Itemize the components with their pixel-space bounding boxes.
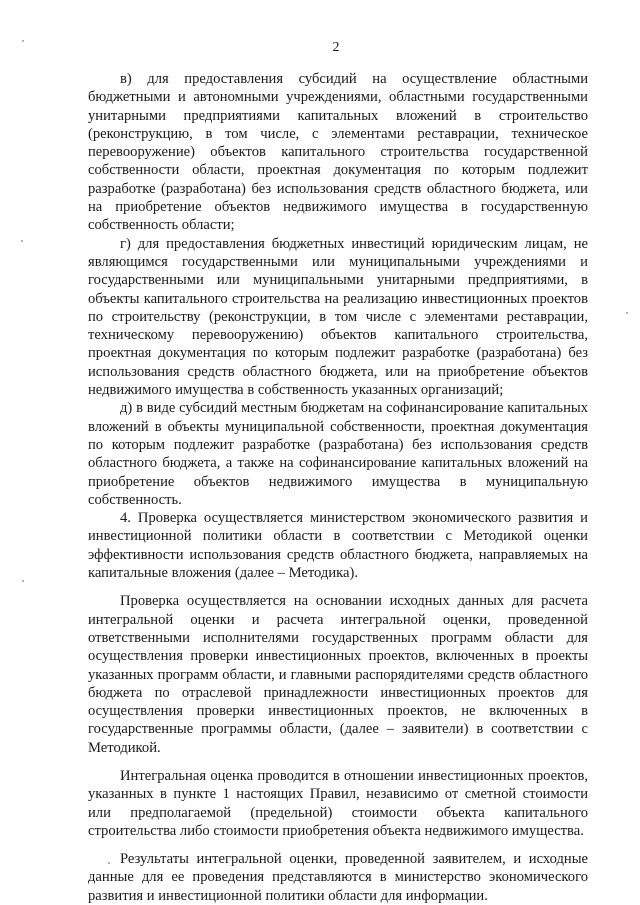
document-body bbox=[88, 70, 588, 905]
scan-speck bbox=[626, 312, 628, 314]
paragraph-item-4: 4. Проверка осуществляется министерством экономического развития и инвестиционной политики области в соответствии с Методикой оценки эффективности использования средств областного бюджета, направляемых на капитальные вложения (далее – Методика). bbox=[88, 510, 588, 582]
scan-speck bbox=[21, 240, 23, 242]
paragraph-check-basis: Проверка осуществляется на основании исходных данных для расчета интегральной оценки и расчета интегральной оценки, проведенной ответственными исполнителями государственных программ области для осуществления проверки инвестиционных проектов, включенных в проекты указанных программ области, и главными распорядителями средств областного бюджета по отраслевой принадлежности инвестиционных проектов для осуществления проверки инвестиционных проектов, не включенных в государственные программы области, (далее – заявители) в соответствии с Методикой. bbox=[88, 593, 588, 756]
paragraph-integral-assessment: Интегральная оценка проводится в отношении инвестиционных проектов, указанных в пункте 1 настоящих Правил, независимо от сметной стоимости или предполагаемой (предельной) стоимости объекта капитального строительства либо стоимости приобретения объекта недвижимого имущества. bbox=[88, 767, 588, 839]
scan-speck bbox=[22, 580, 24, 582]
page-number: 2 bbox=[332, 40, 340, 55]
paragraph-subitem-v: в) для предоставления субсидий на осуществление областными бюджетными и автономными учреждениями, областными государственными унитарными предприятиями капитальных вложений в строительство (реконструкцию, в том числе, с элементами реставрации, техническое перевооружение) объектов капитального строительства государственной собственности области, проектная документация по которым подлежит разработке (разработана) без использования средств областного бюджета, или на приобретение объектов недвижимого имущества в государственную собственность области; bbox=[88, 71, 588, 234]
paragraph-subitem-d: д) в виде субсидий местным бюджетам на софинансирование капитальных вложений в объекты муниципальной собственности, проектная документация по которым подлежит разработке (разработана) без использования средств областного бюджета, а также на софинансирование капитальных вложений на приобретение объектов недвижимого имущества в муниципальную собственность. bbox=[88, 400, 588, 508]
paragraph-results: Результаты интегральной оценки, проведенной заявителем, и исходные данные для ее проведения представляются в министерство экономического развития и инвестиционной политики области для информации. bbox=[88, 851, 588, 904]
paragraph-subitem-g: г) для предоставления бюджетных инвестиций юридическим лицам, не являющимся государственными или муниципальными учреждениями и государственными или муниципальными унитарными предприятиями, в объекты капитального строительства на реализацию инвестиционных проектов по строительству (реконструкции, в том числе с элементами реставрации, техническому перевооружению) объектов капитального строительства, проектная документация по которым подлежит разработке (разработана) без использования средств областного бюджета, или на приобретение объектов недвижимого имущества в собственность указанных организаций; bbox=[88, 235, 588, 399]
scan-speck bbox=[108, 862, 110, 864]
scan-speck bbox=[22, 40, 24, 42]
